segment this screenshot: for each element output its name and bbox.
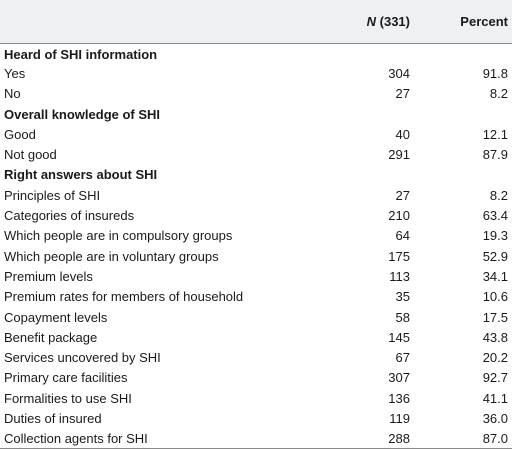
- row-n: 35: [395, 289, 410, 305]
- row-label: Duties of insured: [4, 410, 102, 426]
- row-percent: 52.9: [482, 248, 508, 264]
- row-label: Primary care facilities: [4, 370, 128, 386]
- row-n: 288: [388, 431, 410, 447]
- row-n: 307: [388, 370, 410, 386]
- row-n: 145: [388, 329, 410, 345]
- row-percent: 63.4: [482, 208, 508, 224]
- table-row: [0, 287, 512, 307]
- section-title: Heard of SHI information: [4, 46, 158, 62]
- row-n: 291: [388, 147, 410, 163]
- row-percent: 12.1: [482, 126, 508, 142]
- header-percent-cell: Percent: [460, 13, 508, 29]
- header-row: [0, 0, 512, 43]
- row-percent: 8.2: [489, 187, 508, 203]
- row-label: Benefit package: [4, 329, 98, 345]
- table-row: [0, 307, 512, 327]
- row-label: Premium rates for members of household: [4, 289, 244, 305]
- row-percent: 87.9: [482, 147, 508, 163]
- table-row: [0, 205, 512, 225]
- row-n: 64: [395, 228, 410, 244]
- header-n-count: (331): [376, 13, 410, 29]
- row-percent: 87.0: [482, 431, 508, 447]
- table-row: [0, 327, 512, 347]
- row-percent: 8.2: [489, 86, 508, 102]
- row-percent: 10.6: [482, 289, 508, 305]
- row-label: Premium levels: [4, 268, 93, 284]
- section-heading-row: [0, 43, 512, 63]
- table-row: [0, 226, 512, 246]
- table-row: [0, 84, 512, 104]
- table-row: [0, 388, 512, 408]
- row-n: 40: [395, 126, 410, 142]
- table-row: [0, 266, 512, 286]
- table-row: [0, 368, 512, 388]
- row-n: 304: [388, 65, 410, 81]
- row-label: Formalities to use SHI: [4, 390, 132, 406]
- row-label: No: [4, 86, 21, 102]
- row-percent: 17.5: [482, 309, 508, 325]
- row-n: 119: [389, 410, 410, 426]
- row-percent: 41.1: [482, 390, 508, 406]
- row-n: 136: [388, 390, 410, 406]
- table-row: [0, 347, 512, 367]
- row-n: 27: [395, 86, 410, 102]
- table-header: [0, 0, 512, 43]
- header-label-cell: [0, 0, 300, 43]
- row-n: 210: [388, 208, 410, 224]
- section-heading-row: [0, 165, 512, 185]
- table-row: [0, 246, 512, 266]
- row-label: Yes: [4, 65, 26, 81]
- section-title: Right answers about SHI: [4, 167, 158, 183]
- row-percent: 19.3: [482, 228, 508, 244]
- row-percent: 43.8: [482, 329, 508, 345]
- row-label: Which people are in compulsory groups: [4, 228, 233, 244]
- row-label: Principles of SHI: [4, 187, 101, 203]
- table-row: [0, 63, 512, 83]
- row-n: 175: [388, 248, 410, 264]
- table-row: [0, 429, 512, 449]
- row-n: 58: [395, 309, 410, 325]
- row-label: Copayment levels: [4, 309, 108, 325]
- header-n-symbol: N: [366, 13, 377, 29]
- row-percent: 36.0: [482, 410, 508, 426]
- row-label: Not good: [4, 147, 57, 163]
- table-body: [0, 43, 512, 449]
- row-label: Which people are in voluntary groups: [4, 248, 219, 264]
- table-row: [0, 408, 512, 428]
- table-row: [0, 124, 512, 144]
- row-label: Collection agents for SHI: [4, 431, 148, 447]
- row-n: 27: [395, 187, 410, 203]
- table-row: [0, 144, 512, 164]
- row-label: Services uncovered by SHI: [4, 350, 161, 366]
- header-n-cell: [300, 0, 412, 43]
- row-label: Categories of insureds: [4, 208, 135, 224]
- row-percent: 92.7: [482, 370, 508, 386]
- table-row: [0, 185, 512, 205]
- section-heading-row: [0, 104, 512, 124]
- section-title: Overall knowledge of SHI: [4, 106, 161, 122]
- row-label: Good: [4, 126, 36, 142]
- row-percent: 34.1: [482, 268, 508, 284]
- row-percent: 20.2: [482, 350, 508, 366]
- row-n: 113: [389, 268, 410, 284]
- row-n: 67: [395, 350, 410, 366]
- row-percent: 91.8: [482, 65, 508, 81]
